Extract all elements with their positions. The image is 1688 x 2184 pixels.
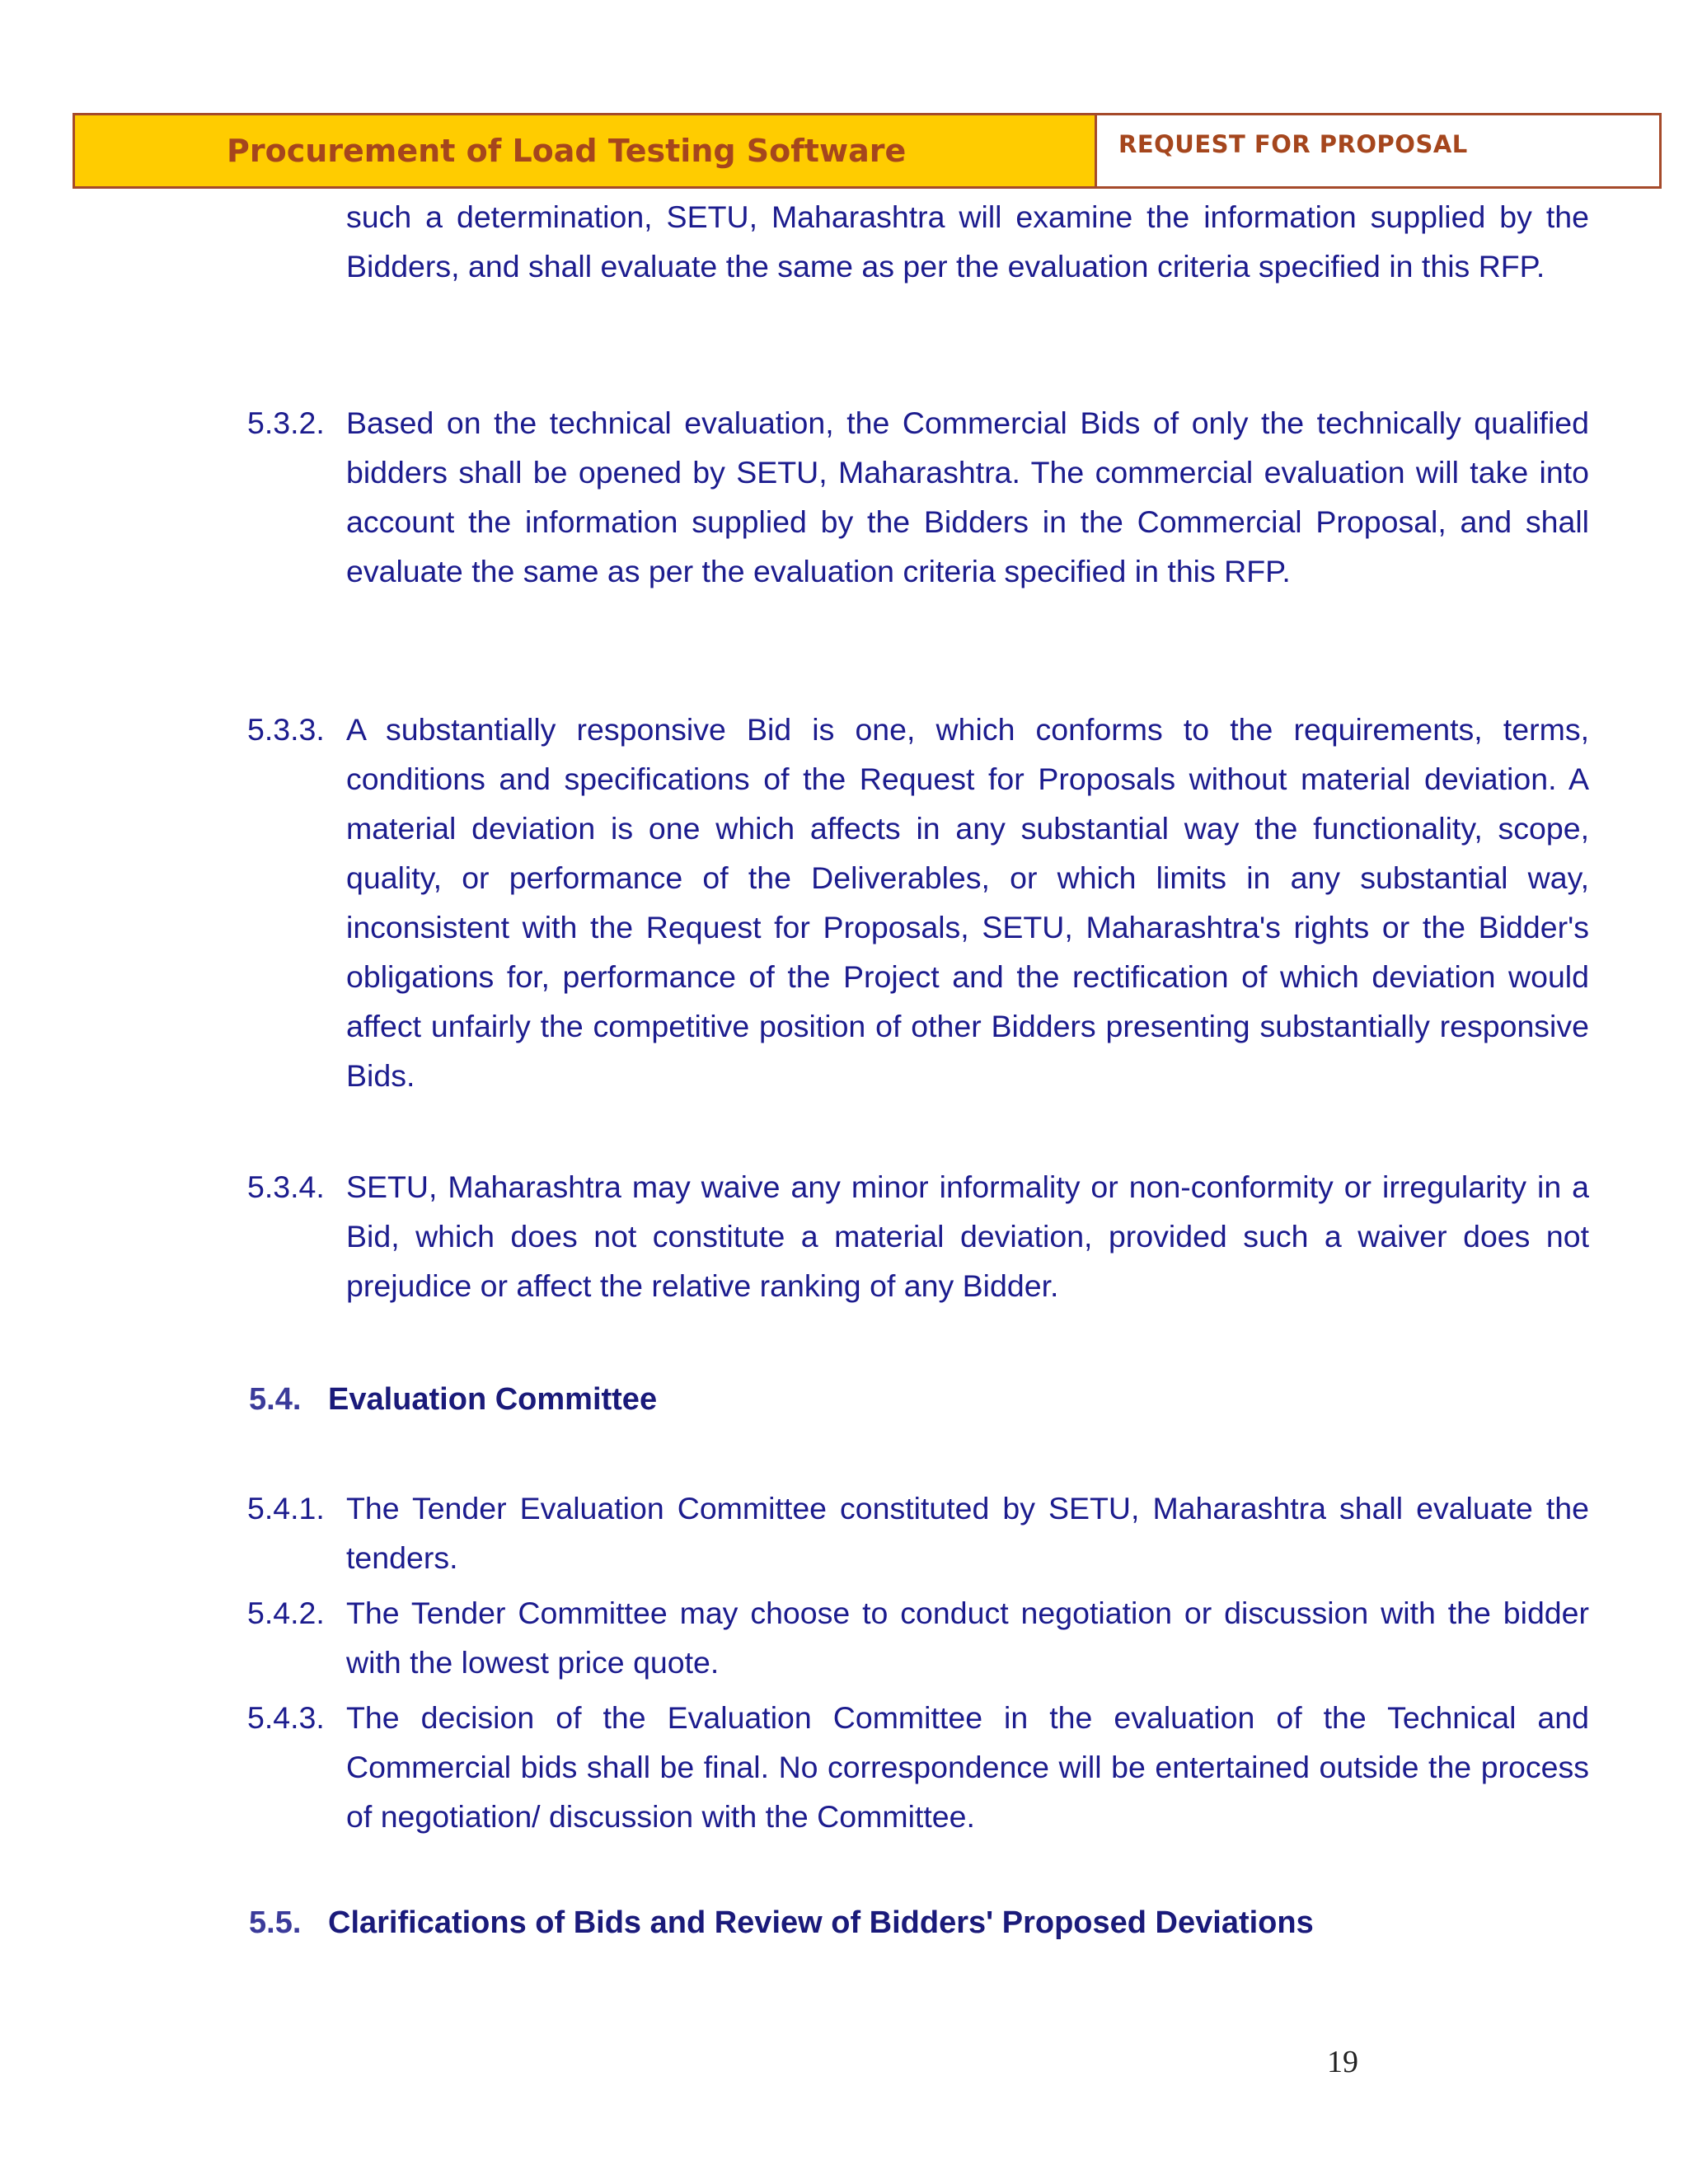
section-number: 5.4.: [249, 1382, 302, 1417]
paragraph-5-3-3: [247, 705, 1589, 1100]
paragraph-number: 5.3.2.: [247, 405, 325, 440]
section-title: Evaluation Committee: [328, 1382, 658, 1417]
paragraph-number: 5.3.3.: [247, 712, 325, 747]
section-number: 5.5.: [249, 1905, 302, 1940]
header-title: Procurement of Load Testing Software: [75, 115, 1097, 186]
paragraph-5-4-3: [247, 1693, 1589, 1841]
paragraph-text: Based on the technical evaluation, the Commercial Bids of only the technically qualified bidders shall be opened by SETU, Maharashtra. The commercial evaluation will take into account the information supplied by the Bidders in the Commercial Proposal, and shall evaluate the same as per the evaluation criteria specified in this RFP.: [346, 405, 1589, 588]
paragraph-text: such a determination, SETU, Maharashtra will examine the information supplied by the Bidders, and shall evaluate the same as per the evaluation criteria specified in this RFP.: [346, 199, 1589, 284]
paragraph-text: The Tender Committee may choose to conduct negotiation or discussion with the bidder with the lowest price quote.: [346, 1596, 1589, 1680]
paragraph-number: 5.4.1.: [247, 1491, 325, 1526]
paragraph-text: The decision of the Evaluation Committee in the evaluation of the Technical and Commercial bids shall be final. No correspondence will be entertained outside the process of negotiation/ discussion with the Committee.: [346, 1700, 1589, 1834]
paragraph-text: SETU, Maharashtra may waive any minor informality or non-conformity or irregularity in a Bid, which does not constitute a material deviation, provided such a waiver does not prejudice or affect the relative ranking of any Bidder.: [346, 1169, 1589, 1303]
paragraph-5-3-2: [247, 398, 1589, 596]
section-heading-5-5: [249, 1898, 1650, 1947]
paragraph-number: 5.4.3.: [247, 1700, 325, 1735]
header-doc-type: REQUEST FOR PROPOSAL: [1118, 130, 1468, 158]
paragraph-number: 5.4.2.: [247, 1596, 325, 1630]
paragraph-5-4-2: [247, 1588, 1589, 1687]
page-number: 19: [1327, 2045, 1358, 2079]
paragraph-text: The Tender Evaluation Committee constituted by SETU, Maharashtra shall evaluate the tenders.: [346, 1491, 1589, 1575]
paragraph-number: 5.3.4.: [247, 1169, 325, 1204]
paragraph-continuation: [346, 192, 1589, 291]
paragraph-5-3-4: [247, 1162, 1589, 1310]
section-title: Clarifications of Bids and Review of Bidders' Proposed Deviations: [328, 1905, 1314, 1940]
paragraph-5-4-1: [247, 1483, 1589, 1582]
section-heading-5-4: [249, 1375, 1650, 1424]
paragraph-text: A substantially responsive Bid is one, which conforms to the requirements, terms, conditions and specifications of the Request for Proposals without material deviation. A material deviation is one which affects in any substantial way the functionality, scope, quality, or performance of the Deliverables, or which limits in any substantial way, inconsistent with the Request for Proposals, SETU, Maharashtra's rights or the Bidder's obligations for, performance of the Project and the rectification of which deviation would affect unfairly the competitive position of other Bidders presenting substantially responsive Bids.: [346, 712, 1589, 1093]
page-header: [73, 113, 1662, 189]
